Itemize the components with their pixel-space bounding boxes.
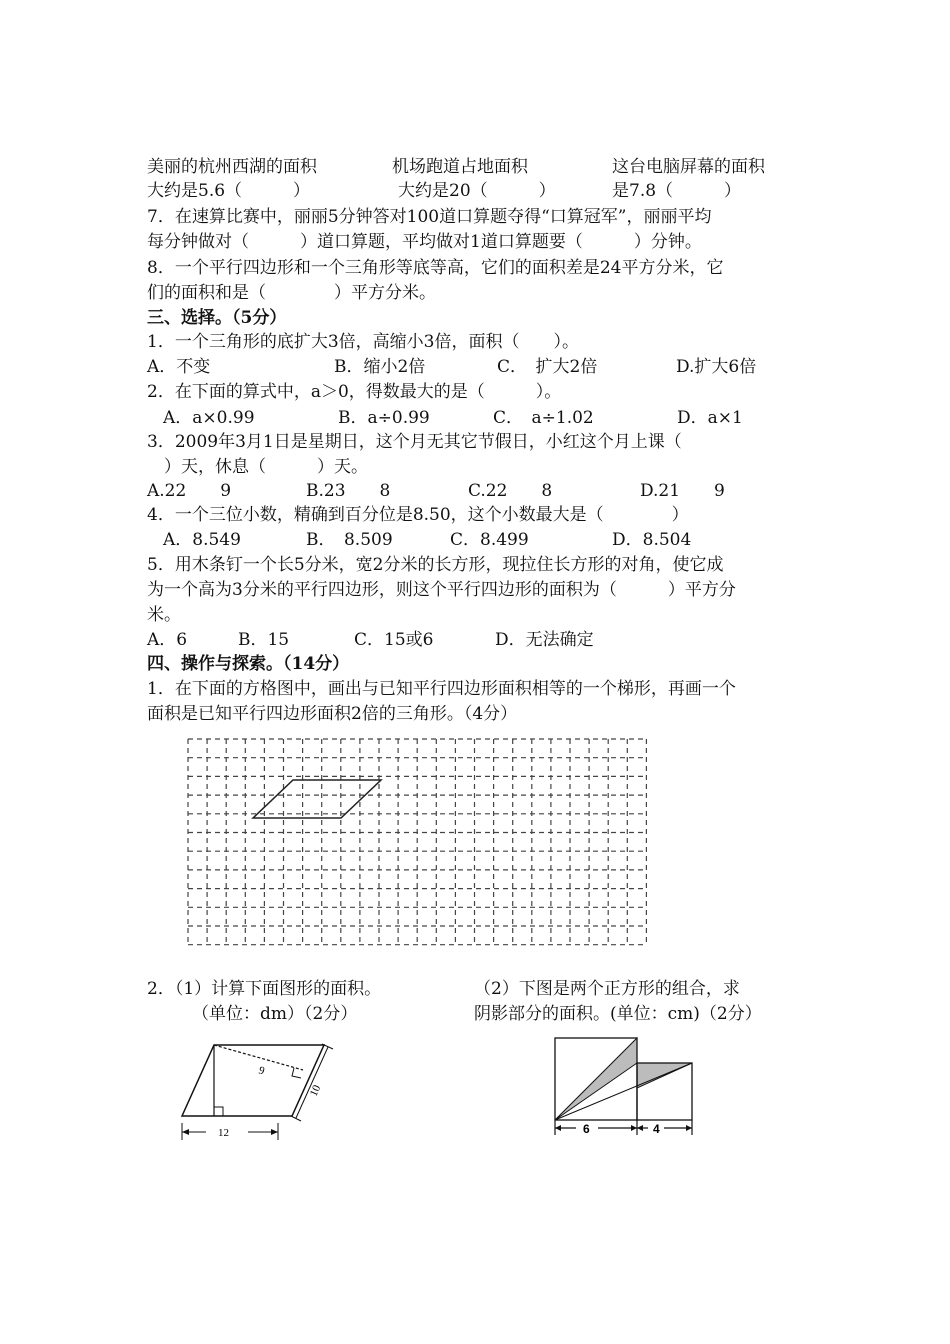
q7-line-2: 每分钟做对（ ）道口算题，平均做对1道口算题要（ ）分钟。	[147, 232, 702, 252]
choice-2-option-c[interactable]: C． a÷1.02	[493, 408, 594, 428]
choice-5-option-d[interactable]: D．无法确定	[495, 630, 594, 650]
choice-5-question-line-1: 5．用木条钉一个长5分米，宽2分米的长方形，现拉住长方形的对角，使它成	[147, 555, 724, 575]
q8-line-2: 们的面积和是（ ）平方分米。	[147, 283, 436, 303]
unit-item-westlake: 美丽的杭州西湖的面积	[147, 157, 317, 177]
operation-1-line-1: 1．在下面的方格图中，画出与已知平行四边形面积相等的一个梯形，再画一个	[147, 679, 736, 699]
choice-4-option-c[interactable]: C．8.499	[450, 530, 529, 550]
operation-2-left-line-2: （单位：dm）（2分）	[192, 1004, 358, 1024]
q8-line-1: 8．一个平行四边形和一个三角形等底等高，它们的面积差是24平方分米，它	[147, 258, 724, 278]
choice-4-option-b[interactable]: B． 8.509	[306, 530, 393, 550]
choice-3-option-b[interactable]: B.23 8	[306, 481, 391, 501]
choice-3-option-a[interactable]: A.22 9	[147, 481, 232, 501]
section-3-heading: 三、选择。（5分）	[147, 308, 287, 328]
choice-4-option-a[interactable]: A．8.549	[163, 530, 241, 550]
choice-3-question-line-1: 3．2009年3月1日是星期日，这个月无其它节假日，小红这个月上课（	[147, 432, 682, 452]
right-width-label: 4	[653, 1122, 660, 1136]
choice-4-question: 4．一个三位小数，精确到百分位是8.50，这个小数最大是（ ）	[147, 505, 689, 525]
base-label: 12	[218, 1127, 229, 1139]
choice-1-option-b[interactable]: B．缩小2倍	[334, 357, 426, 377]
choice-3-option-c[interactable]: C.22 8	[468, 481, 553, 501]
operation-2-right-line-2: 阴影部分的面积。(单位：cm)（2分）	[474, 1004, 762, 1024]
unit-blank-screen[interactable]: 是7.8（ ）	[612, 181, 742, 201]
operation-1-line-2: 面积是已知平行四边形面积2倍的三角形。（4分）	[147, 704, 518, 724]
section-4-heading: 四、操作与探索。（14分）	[147, 654, 350, 674]
choice-3-option-d[interactable]: D.21 9	[640, 481, 725, 501]
choice-5-option-b[interactable]: B．15	[238, 630, 290, 650]
grid-figure[interactable]	[180, 731, 736, 947]
choice-2-option-b[interactable]: B．a÷0.99	[338, 408, 430, 428]
operation-2-left-line-1: 2．（1）计算下面图形的面积。	[147, 979, 382, 999]
height-label: 9	[257, 1064, 267, 1078]
choice-5-question-line-2: 为一个高为3分米的平行四边形，则这个平行四边形的面积为（ ）平方分	[147, 580, 736, 600]
two-squares-figure	[550, 1035, 700, 1140]
operation-2-right-line-1: （2）下图是两个正方形的组合，求	[474, 979, 740, 999]
choice-5-question-line-3: 米。	[147, 605, 181, 625]
given-parallelogram	[253, 780, 381, 818]
choice-5-option-c[interactable]: C．15或6	[354, 630, 434, 650]
choice-1-question: 1．一个三角形的底扩大3倍，高缩小3倍，面积（ ）。	[147, 332, 579, 352]
choice-2-option-d[interactable]: D．a×1	[677, 408, 743, 428]
unit-blank-runway[interactable]: 大约是20（ ）	[398, 181, 556, 201]
choice-2-question: 2．在下面的算式中，a＞0，得数最大的是（ ）。	[147, 382, 562, 402]
left-width-label: 6	[583, 1122, 590, 1136]
side-label: 10	[307, 1083, 324, 1099]
choice-3-question-line-2: ）天，休息（ ）天。	[147, 457, 368, 477]
choice-1-option-c[interactable]: C． 扩大2倍	[497, 357, 598, 377]
choice-1-option-d[interactable]: D.扩大6倍	[676, 357, 757, 377]
choice-2-option-a[interactable]: A．a×0.99	[163, 408, 255, 428]
unit-blank-westlake[interactable]: 大约是5.6（ ）	[147, 181, 311, 201]
choice-4-option-d[interactable]: D．8.504	[612, 530, 692, 550]
unit-item-runway: 机场跑道占地面积	[392, 157, 528, 177]
choice-1-option-a[interactable]: A．不变	[147, 357, 211, 377]
q7-line-1: 7．在速算比赛中，丽丽5分钟答对100道口算题夺得“口算冠军”，丽丽平均	[147, 207, 712, 227]
choice-5-option-a[interactable]: A．6	[147, 630, 188, 650]
parallelogram-figure	[170, 1035, 350, 1150]
unit-item-screen: 这台电脑屏幕的面积	[612, 157, 765, 177]
